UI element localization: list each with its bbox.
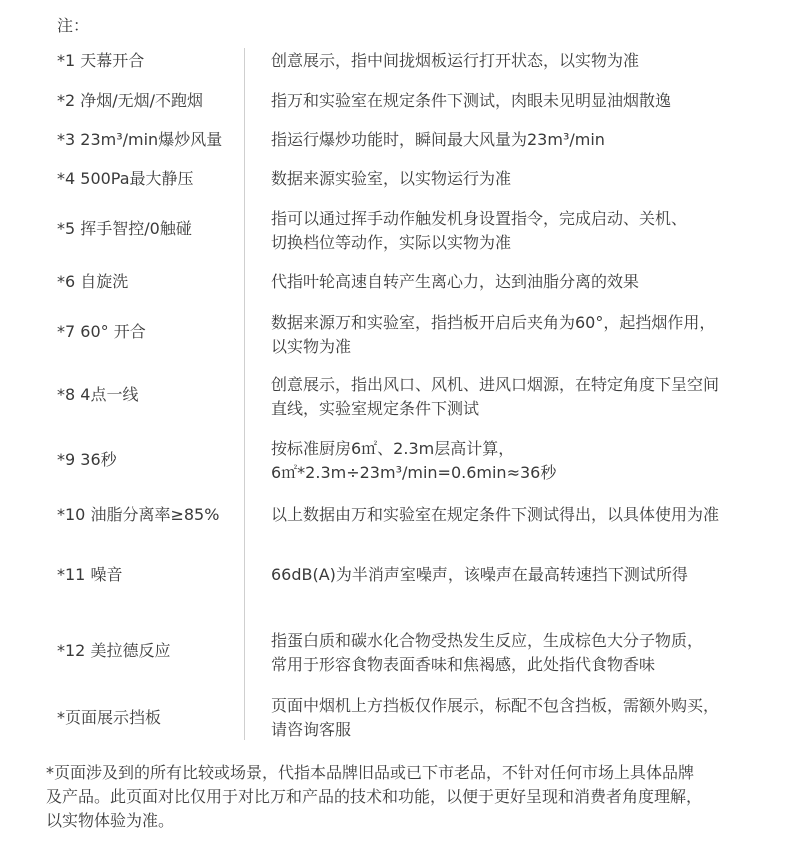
note-description-line: 指运行爆炒功能时，瞬间最大风量为23m³/min: [271, 130, 605, 149]
note-term: *1 天幕开合: [57, 51, 145, 70]
note-description-line: 以上数据由万和实验室在规定条件下测试得出，以具体使用为准: [271, 505, 720, 524]
note-description-line: 直线，实验室规定条件下测试: [271, 399, 480, 418]
note-description: [271, 270, 776, 294]
note-term: *11 噪音: [57, 565, 123, 584]
note-description: [271, 128, 776, 152]
note-description: [271, 694, 776, 742]
note-description-line: 页面中烟机上方挡板仅作展示，标配不包含挡板，需额外购买，: [271, 696, 720, 715]
note-description-line: 按标准厨房6㎡、2.3m层高计算，: [271, 439, 515, 458]
note-term: *页面展示挡板: [57, 708, 162, 727]
note-term: *4 500Pa最大静压: [57, 169, 194, 188]
note-description-line: 创意展示，指中间拢烟板运行打开状态，以实物为准: [271, 51, 640, 70]
note-term: *2 净烟/无烟/不跑烟: [57, 91, 204, 110]
note-description-line: 6㎡*2.3m÷23m³/min=0.6min≈36秒: [271, 463, 557, 482]
note-description-line: 数据来源实验室，以实物运行为准: [271, 169, 512, 188]
note-description: [271, 167, 776, 191]
disclaimer-line: *页面涉及到的所有比较或场景，代指本品牌旧品或已下市老品，不针对任何市场上具体品牌: [46, 763, 695, 782]
note-description-line: 指万和实验室在规定条件下测试，肉眼未见明显油烟散逸: [271, 91, 672, 110]
note-term: *3 23m³/min爆炒风量: [57, 130, 223, 149]
notes-heading: 注：: [57, 16, 90, 35]
note-description-line: 指可以通过挥手动作触发机身设置指令，完成启动、关机、: [271, 209, 688, 228]
note-description: [271, 503, 776, 527]
note-description-line: 切换档位等动作，实际以实物为准: [271, 233, 512, 252]
note-term: *9 36秒: [57, 450, 117, 469]
note-description: [271, 563, 776, 587]
note-description-line: 66dB(A)为半消声室噪声，该噪声在最高转速挡下测试所得: [271, 565, 688, 584]
note-term: *7 60° 开合: [57, 322, 146, 341]
note-description-line: 代指叶轮高速自转产生离心力，达到油脂分离的效果: [271, 272, 640, 291]
note-description-line: 创意展示，指出风口、风机、进风口烟源，在特定角度下呈空间: [271, 375, 720, 394]
note-description: [271, 373, 776, 421]
note-term: *6 自旋洗: [57, 272, 129, 291]
note-description: [271, 629, 776, 677]
note-term: *12 美拉德反应: [57, 641, 171, 660]
disclaimer-line: 以实物体验为准。: [46, 811, 175, 830]
disclaimer-line: 及产品。此页面对比仅用于对比万和产品的技术和功能，以便于更好呈现和消费者角度理解，: [46, 787, 703, 806]
note-term: *8 4点一线: [57, 385, 139, 404]
note-description: [271, 89, 776, 113]
note-description-line: 数据来源万和实验室，指挡板开启后夹角为60°，起挡烟作用，: [271, 313, 716, 332]
disclaimer-footer: [46, 761, 776, 833]
note-description: [271, 311, 776, 359]
note-description-line: 以实物为准: [271, 337, 352, 356]
note-description-line: 请咨询客服: [271, 720, 352, 739]
note-description-line: 指蛋白质和碳水化合物受热发生反应，生成棕色大分子物质，: [271, 631, 704, 650]
column-divider: [244, 48, 245, 740]
note-description: [271, 437, 776, 485]
note-description: [271, 207, 776, 255]
note-description: [271, 49, 776, 73]
note-description-line: 常用于形容食物表面香味和焦褐感，此处指代食物香味: [271, 655, 656, 674]
note-term: *10 油脂分离率≥85%: [57, 505, 220, 524]
note-term: *5 挥手智控/0触碰: [57, 219, 192, 238]
